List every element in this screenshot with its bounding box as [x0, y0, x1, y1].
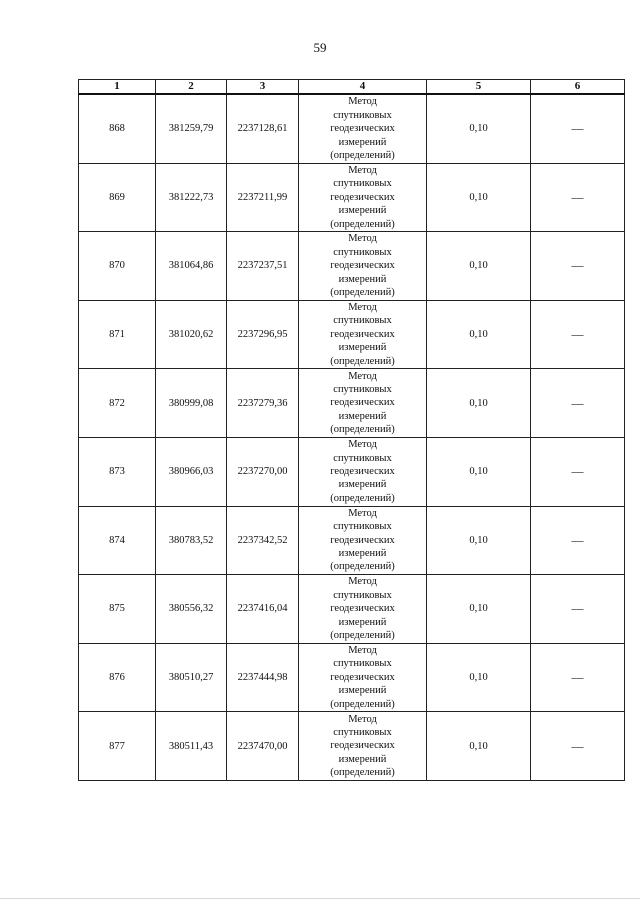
x-coordinate-cell: 380999,08: [156, 369, 227, 438]
x-coordinate-cell: 381222,73: [156, 163, 227, 232]
accuracy-cell: 0,10: [427, 163, 531, 232]
x-coordinate-cell: 381259,79: [156, 94, 227, 163]
point-number-cell: 875: [79, 575, 156, 644]
table-row: [79, 232, 625, 301]
column-header: 1: [79, 80, 156, 95]
note-cell: —: [531, 506, 625, 575]
method-line: спутниковых: [333, 246, 392, 258]
table-header-row: [79, 80, 625, 95]
method-line: геодезических: [330, 671, 395, 683]
method-line: измерений: [338, 205, 387, 217]
method-cell: [299, 163, 427, 232]
method-line: спутниковых: [333, 521, 392, 533]
method-line: геодезических: [330, 466, 395, 478]
accuracy-cell: 0,10: [427, 300, 531, 369]
note-cell: —: [531, 437, 625, 506]
method-line: (определений): [330, 492, 395, 504]
note-cell: —: [531, 163, 625, 232]
method-line: измерений: [338, 273, 387, 285]
accuracy-cell: 0,10: [427, 575, 531, 644]
method-line: (определений): [330, 424, 395, 436]
method-line: Метод: [348, 645, 377, 657]
note-cell: —: [531, 232, 625, 301]
method-line: геодезических: [330, 740, 395, 752]
table-row: [79, 437, 625, 506]
method-line: Метод: [348, 370, 377, 382]
method-line: геодезических: [330, 191, 395, 203]
y-coordinate-cell: 2237444,98: [227, 643, 299, 712]
x-coordinate-cell: 380510,27: [156, 643, 227, 712]
table-row: [79, 712, 625, 781]
note-cell: —: [531, 712, 625, 781]
y-coordinate-cell: 2237128,61: [227, 94, 299, 163]
table-row: [79, 506, 625, 575]
note-cell: —: [531, 643, 625, 712]
accuracy-cell: 0,10: [427, 232, 531, 301]
point-number-cell: 871: [79, 300, 156, 369]
y-coordinate-cell: 2237279,36: [227, 369, 299, 438]
point-number-cell: 870: [79, 232, 156, 301]
table-row: [79, 369, 625, 438]
method-line: геодезических: [330, 603, 395, 615]
method-line: геодезических: [330, 123, 395, 135]
method-line: Метод: [348, 164, 377, 176]
method-line: геодезических: [330, 260, 395, 272]
accuracy-cell: 0,10: [427, 506, 531, 575]
method-line: (определений): [330, 698, 395, 710]
method-line: (определений): [330, 561, 395, 573]
y-coordinate-cell: 2237237,51: [227, 232, 299, 301]
method-cell: [299, 369, 427, 438]
method-line: измерений: [338, 410, 387, 422]
method-line: геодезических: [330, 534, 395, 546]
method-line: (определений): [330, 287, 395, 299]
method-line: геодезических: [330, 328, 395, 340]
point-number-cell: 872: [79, 369, 156, 438]
method-cell: [299, 94, 427, 163]
method-line: геодезических: [330, 397, 395, 409]
coordinates-table: [78, 79, 625, 781]
method-line: измерений: [338, 136, 387, 148]
method-line: спутниковых: [333, 658, 392, 670]
point-number-cell: 877: [79, 712, 156, 781]
y-coordinate-cell: 2237342,52: [227, 506, 299, 575]
column-header: 3: [227, 80, 299, 95]
method-line: (определений): [330, 630, 395, 642]
x-coordinate-cell: 381064,86: [156, 232, 227, 301]
page-number: 59: [313, 40, 327, 55]
page-bottom-rule: [0, 898, 640, 899]
method-line: спутниковых: [333, 178, 392, 190]
method-line: (определений): [330, 218, 395, 230]
note-cell: —: [531, 300, 625, 369]
method-cell: [299, 232, 427, 301]
point-number-cell: 876: [79, 643, 156, 712]
note-cell: —: [531, 94, 625, 163]
column-header: 2: [156, 80, 227, 95]
method-cell: [299, 300, 427, 369]
x-coordinate-cell: 381020,62: [156, 300, 227, 369]
method-line: измерений: [338, 753, 387, 765]
table-row: [79, 575, 625, 644]
x-coordinate-cell: 380511,43: [156, 712, 227, 781]
method-cell: [299, 712, 427, 781]
method-line: измерений: [338, 616, 387, 628]
method-line: измерений: [338, 342, 387, 354]
method-line: (определений): [330, 149, 395, 161]
accuracy-cell: 0,10: [427, 369, 531, 438]
method-line: Метод: [348, 713, 377, 725]
method-line: Метод: [348, 576, 377, 588]
y-coordinate-cell: 2237416,04: [227, 575, 299, 644]
method-line: спутниковых: [333, 384, 392, 396]
y-coordinate-cell: 2237211,99: [227, 163, 299, 232]
y-coordinate-cell: 2237470,00: [227, 712, 299, 781]
y-coordinate-cell: 2237296,95: [227, 300, 299, 369]
method-line: спутниковых: [333, 452, 392, 464]
method-line: (определений): [330, 355, 395, 367]
note-cell: —: [531, 369, 625, 438]
method-cell: [299, 506, 427, 575]
method-line: спутниковых: [333, 727, 392, 739]
method-line: измерений: [338, 479, 387, 491]
method-cell: [299, 643, 427, 712]
method-line: спутниковых: [333, 109, 392, 121]
column-header: 4: [299, 80, 427, 95]
point-number-cell: 869: [79, 163, 156, 232]
method-cell: [299, 575, 427, 644]
method-line: (определений): [330, 767, 395, 779]
table-row: [79, 163, 625, 232]
accuracy-cell: 0,10: [427, 712, 531, 781]
point-number-cell: 868: [79, 94, 156, 163]
method-line: Метод: [348, 439, 377, 451]
method-cell: [299, 437, 427, 506]
x-coordinate-cell: 380783,52: [156, 506, 227, 575]
table-row: [79, 643, 625, 712]
x-coordinate-cell: 380556,32: [156, 575, 227, 644]
point-number-cell: 874: [79, 506, 156, 575]
note-cell: —: [531, 575, 625, 644]
column-header: 6: [531, 80, 625, 95]
y-coordinate-cell: 2237270,00: [227, 437, 299, 506]
method-line: измерений: [338, 685, 387, 697]
method-line: спутниковых: [333, 315, 392, 327]
x-coordinate-cell: 380966,03: [156, 437, 227, 506]
method-line: спутниковых: [333, 589, 392, 601]
method-line: Метод: [348, 302, 377, 314]
accuracy-cell: 0,10: [427, 437, 531, 506]
point-number-cell: 873: [79, 437, 156, 506]
method-line: Метод: [348, 96, 377, 108]
accuracy-cell: 0,10: [427, 643, 531, 712]
method-line: Метод: [348, 233, 377, 245]
table-row: [79, 300, 625, 369]
method-line: измерений: [338, 548, 387, 560]
table-row: [79, 94, 625, 163]
column-header: 5: [427, 80, 531, 95]
accuracy-cell: 0,10: [427, 94, 531, 163]
method-line: Метод: [348, 507, 377, 519]
